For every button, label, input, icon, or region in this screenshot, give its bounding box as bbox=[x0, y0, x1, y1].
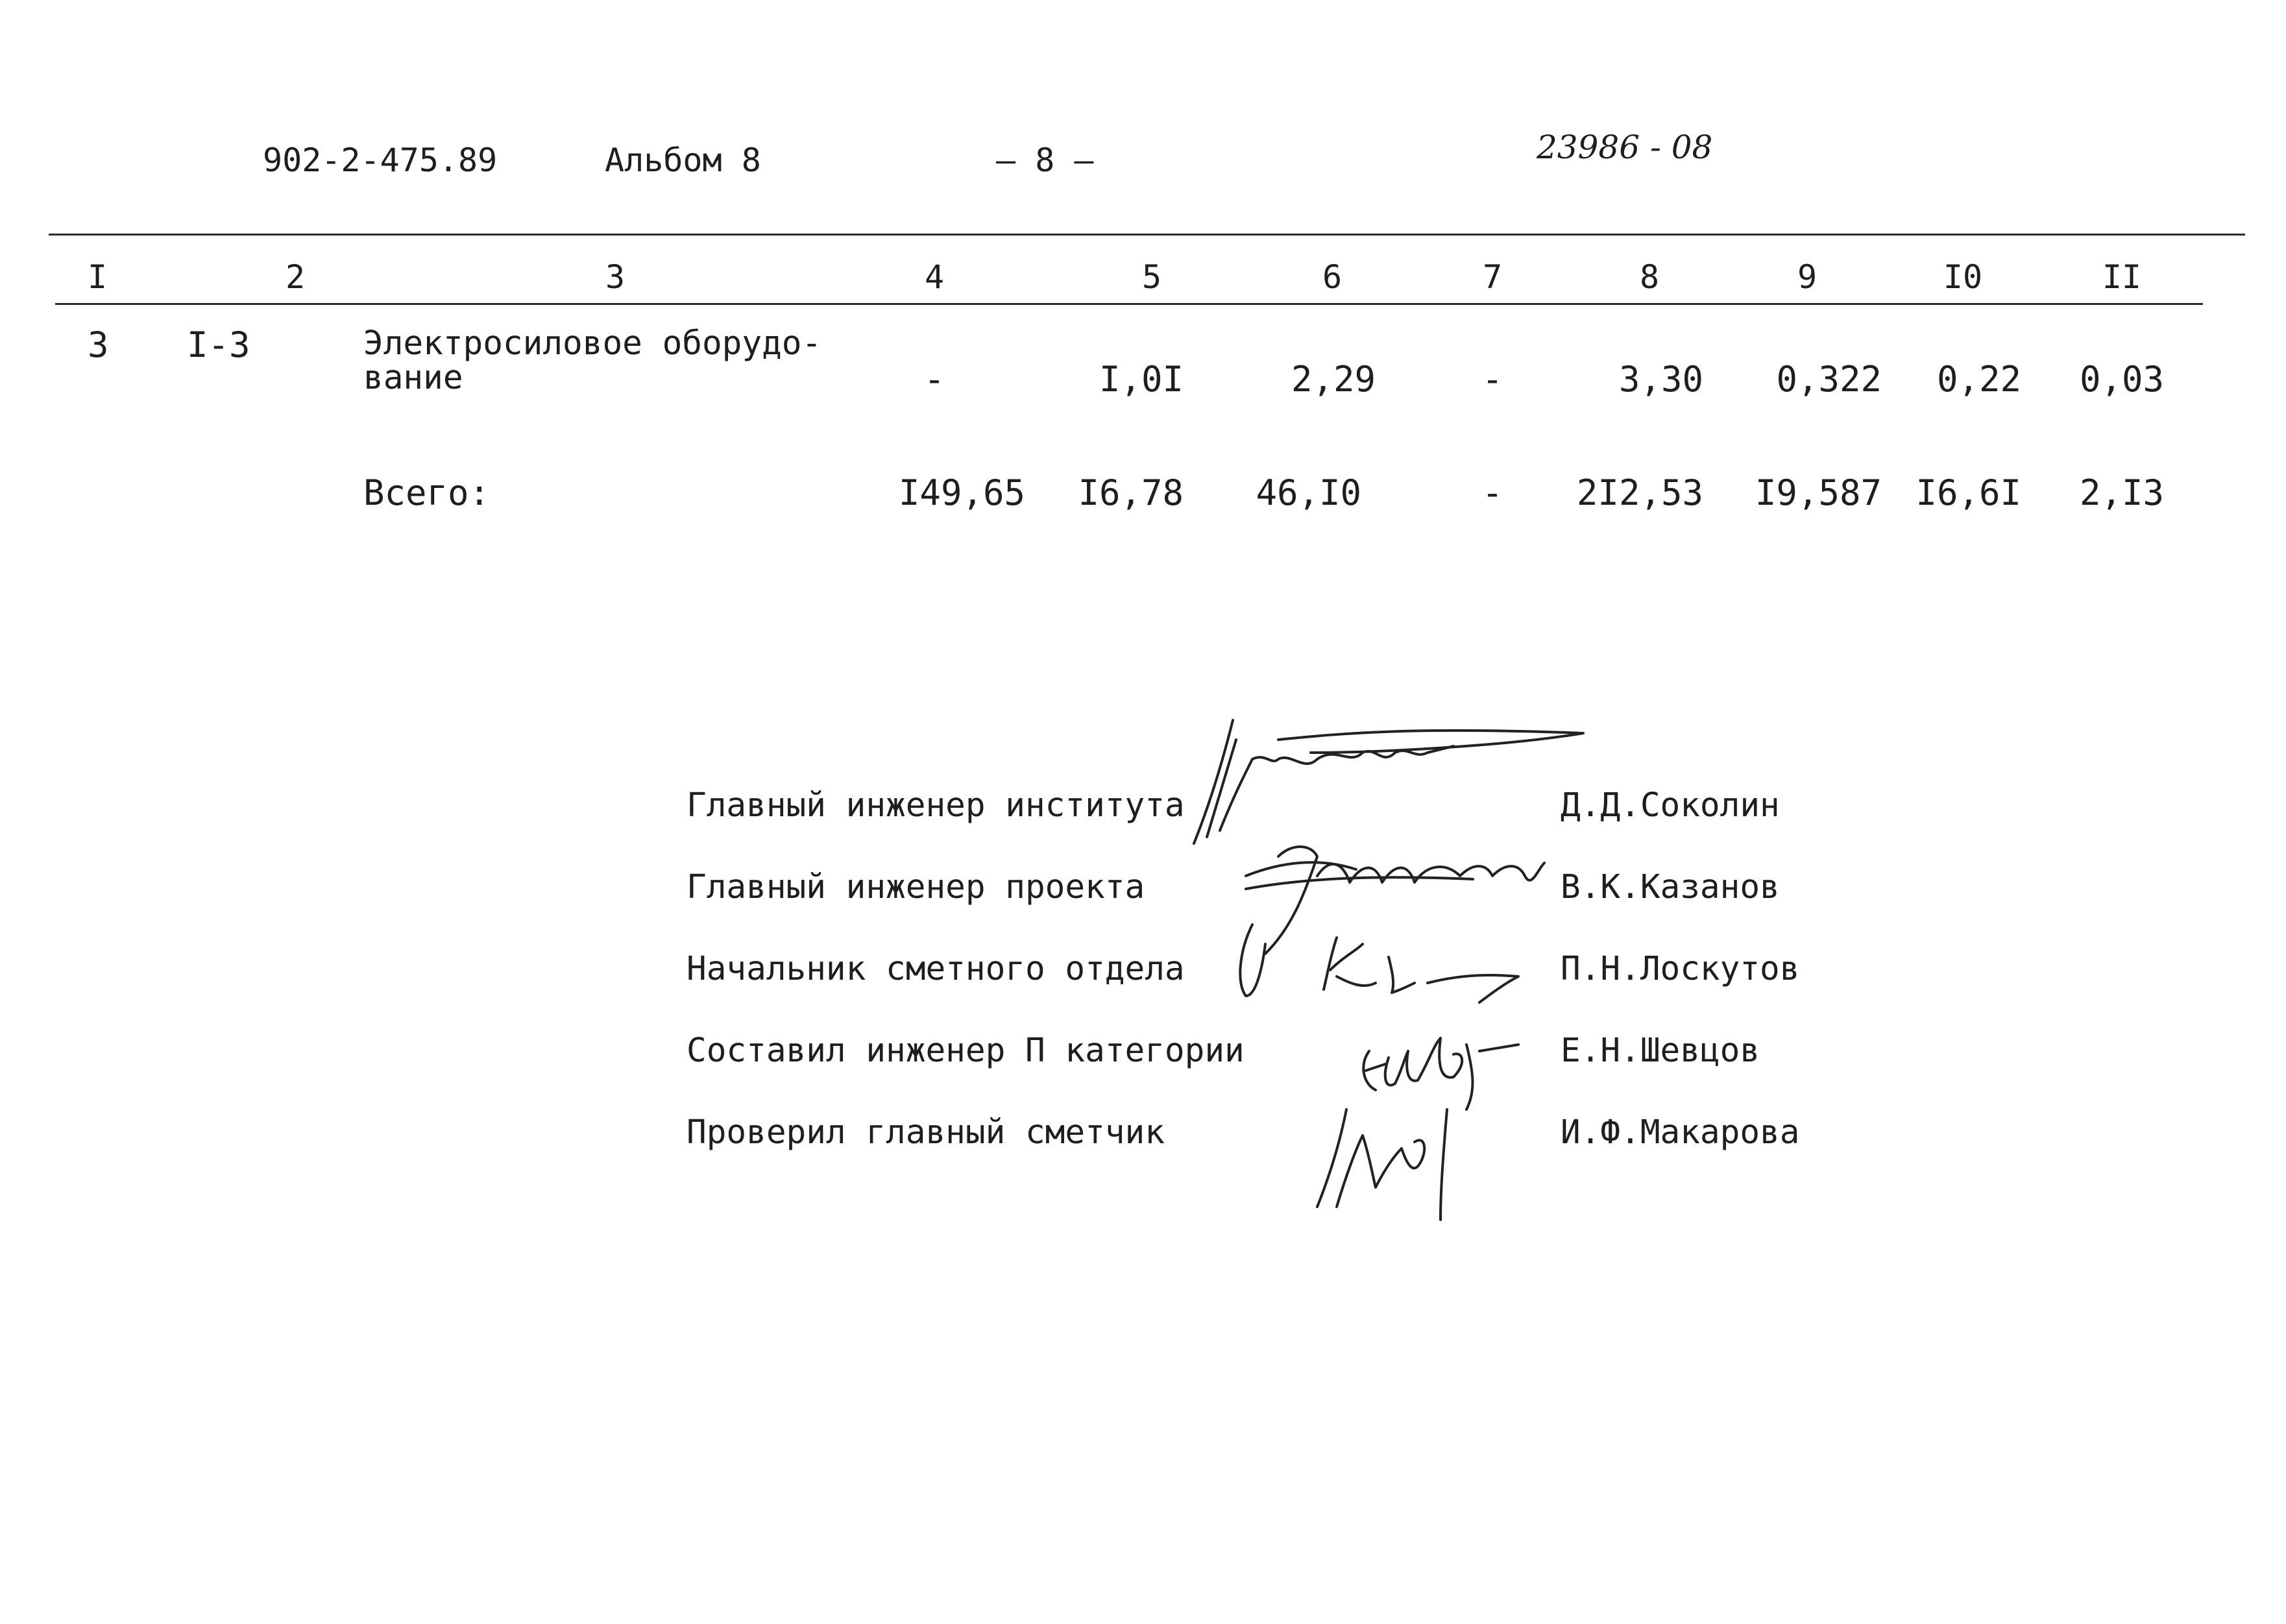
page-number: — 8 — bbox=[996, 141, 1094, 179]
column-number-8: 8 bbox=[1639, 258, 1660, 296]
row-index: 3 bbox=[88, 324, 109, 365]
row-name-line-2: вание bbox=[363, 359, 463, 397]
column-number-2: 2 bbox=[285, 258, 306, 296]
total-col4: I49,65 bbox=[898, 472, 1025, 513]
column-number-6: 6 bbox=[1322, 258, 1343, 296]
column-number-10: I0 bbox=[1943, 258, 1983, 296]
signature-title-1: Главный инженер института bbox=[687, 786, 1185, 825]
total-col11: 2,I3 bbox=[2079, 472, 2164, 513]
row-col6: 2,29 bbox=[1291, 359, 1376, 400]
total-col6: 46,I0 bbox=[1256, 472, 1361, 513]
row-col8: 3,30 bbox=[1618, 359, 1703, 400]
signature-name-5: И.Ф.Макарова bbox=[1561, 1113, 1800, 1152]
column-number-4: 4 bbox=[924, 258, 945, 296]
column-number-11: II bbox=[2102, 258, 2142, 296]
inventory-number: 23986 - 08 bbox=[1537, 128, 1713, 166]
row-code: I-3 bbox=[187, 324, 250, 365]
signature-name-1: Д.Д.Соколин bbox=[1561, 786, 1780, 825]
row-col11: 0,03 bbox=[2079, 359, 2164, 400]
album-label: Альбом 8 bbox=[605, 141, 761, 179]
handwritten-signature-3 bbox=[1233, 912, 1557, 1009]
column-number-3: 3 bbox=[605, 258, 626, 296]
handwritten-signature-1 bbox=[1181, 714, 1596, 856]
row-col9: 0,322 bbox=[1776, 359, 1882, 400]
row-col5: I,0I bbox=[1099, 359, 1184, 400]
row-col10: 0,22 bbox=[1936, 359, 2021, 400]
column-number-5: 5 bbox=[1141, 258, 1162, 296]
table-top-rule bbox=[49, 234, 2245, 236]
total-col9: I9,587 bbox=[1755, 472, 1882, 513]
signature-title-4: Составил инженер П категории bbox=[687, 1032, 1245, 1070]
signature-name-2: В.К.Казанов bbox=[1561, 868, 1780, 906]
total-label: Всего: bbox=[363, 472, 491, 513]
doc-code: 902-2-475.89 bbox=[263, 141, 498, 179]
total-col10: I6,6I bbox=[1915, 472, 2021, 513]
row-name-line-1: Электросиловое оборудо- bbox=[363, 324, 822, 363]
total-col8: 2I2,53 bbox=[1576, 472, 1703, 513]
total-col5: I6,78 bbox=[1078, 472, 1184, 513]
signature-name-4: Е.Н.Шевцов bbox=[1561, 1032, 1760, 1070]
column-number-9: 9 bbox=[1797, 258, 1818, 296]
signature-title-2: Главный инженер проекта bbox=[687, 868, 1145, 906]
signature-name-3: П.Н.Лоскутов bbox=[1561, 950, 1800, 988]
signature-title-3: Начальник сметного отдела bbox=[687, 950, 1185, 988]
handwritten-signature-5 bbox=[1311, 1097, 1479, 1226]
row-col7: - bbox=[1481, 359, 1503, 400]
signature-title-5: Проверил главный сметчик bbox=[687, 1113, 1165, 1152]
table-header-rule bbox=[55, 303, 2203, 305]
total-col7: - bbox=[1481, 472, 1503, 513]
handwritten-signature-4 bbox=[1356, 1019, 1525, 1109]
column-number-1: I bbox=[87, 258, 108, 296]
row-col4: - bbox=[923, 359, 945, 400]
column-number-7: 7 bbox=[1482, 258, 1503, 296]
